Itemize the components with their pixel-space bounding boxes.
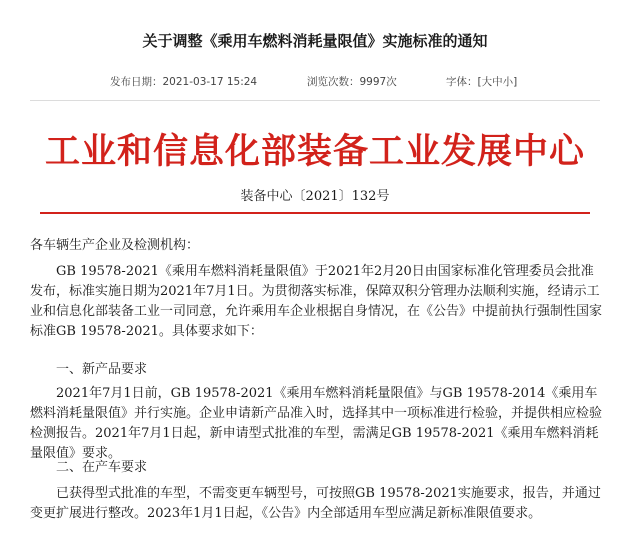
intro-paragraph: GB 19578-2021《乘用车燃料消耗量限值》于2021年2月20日由国家标准化管理委员会批准发布，标准实施日期为2021年7月1日。为贯彻落实标准，保障双积分管理办法顺利实施，经请示工业和信息化部装备工业一司同意，允许乘用车企业根据自身情况，在《公告》中提前执行强制性国家标准GB 19578-2021。具体要求如下： <box>30 264 603 339</box>
letterhead-title: 工业和信息化部装备工业发展中心 <box>44 131 585 172</box>
font-size-selector[interactable]: 字体：[大中小] <box>446 76 518 88</box>
publish-date: 发布日期：2021-03-17 15:24 <box>110 76 258 88</box>
paragraph-new-products: 2021年7月1日前，GB 19578-2021《乘用车燃料消耗量限值》与GB 19578-2014《乘用车燃料消耗量限值》并行实施。企业申请新产品准入时，选择其中一项标准进行检验，并提供相应检验检测报告。2021年7月1日起，新申请型式批准的车型，需满足GB 19578-2021《乘用车燃料消耗量限值》要求。 <box>30 386 603 461</box>
paragraph-existing-products: 已获得型式批准的车型，不需变更车辆型号，可按照GB 19578-2021实施要求，报告，并通过变更扩展进行整改。2023年1月1日起，《公告》内全部适用车型应满足新标准限值要求。 <box>30 486 601 521</box>
red-separator <box>40 212 590 214</box>
document-number: 装备中心〔2021〕132号 <box>240 189 390 204</box>
section-heading-existing-products: 二、在产车要求 <box>56 460 148 475</box>
page-title: 关于调整《乘用车燃料消耗量限值》实施标准的通知 <box>142 32 488 50</box>
section-heading-new-products: 一、新产品要求 <box>56 362 148 377</box>
article-meta <box>0 74 630 92</box>
view-count: 浏览次数：9997次 <box>307 76 397 88</box>
salutation: 各车辆生产企业及检测机构： <box>30 238 200 253</box>
divider <box>30 100 600 101</box>
